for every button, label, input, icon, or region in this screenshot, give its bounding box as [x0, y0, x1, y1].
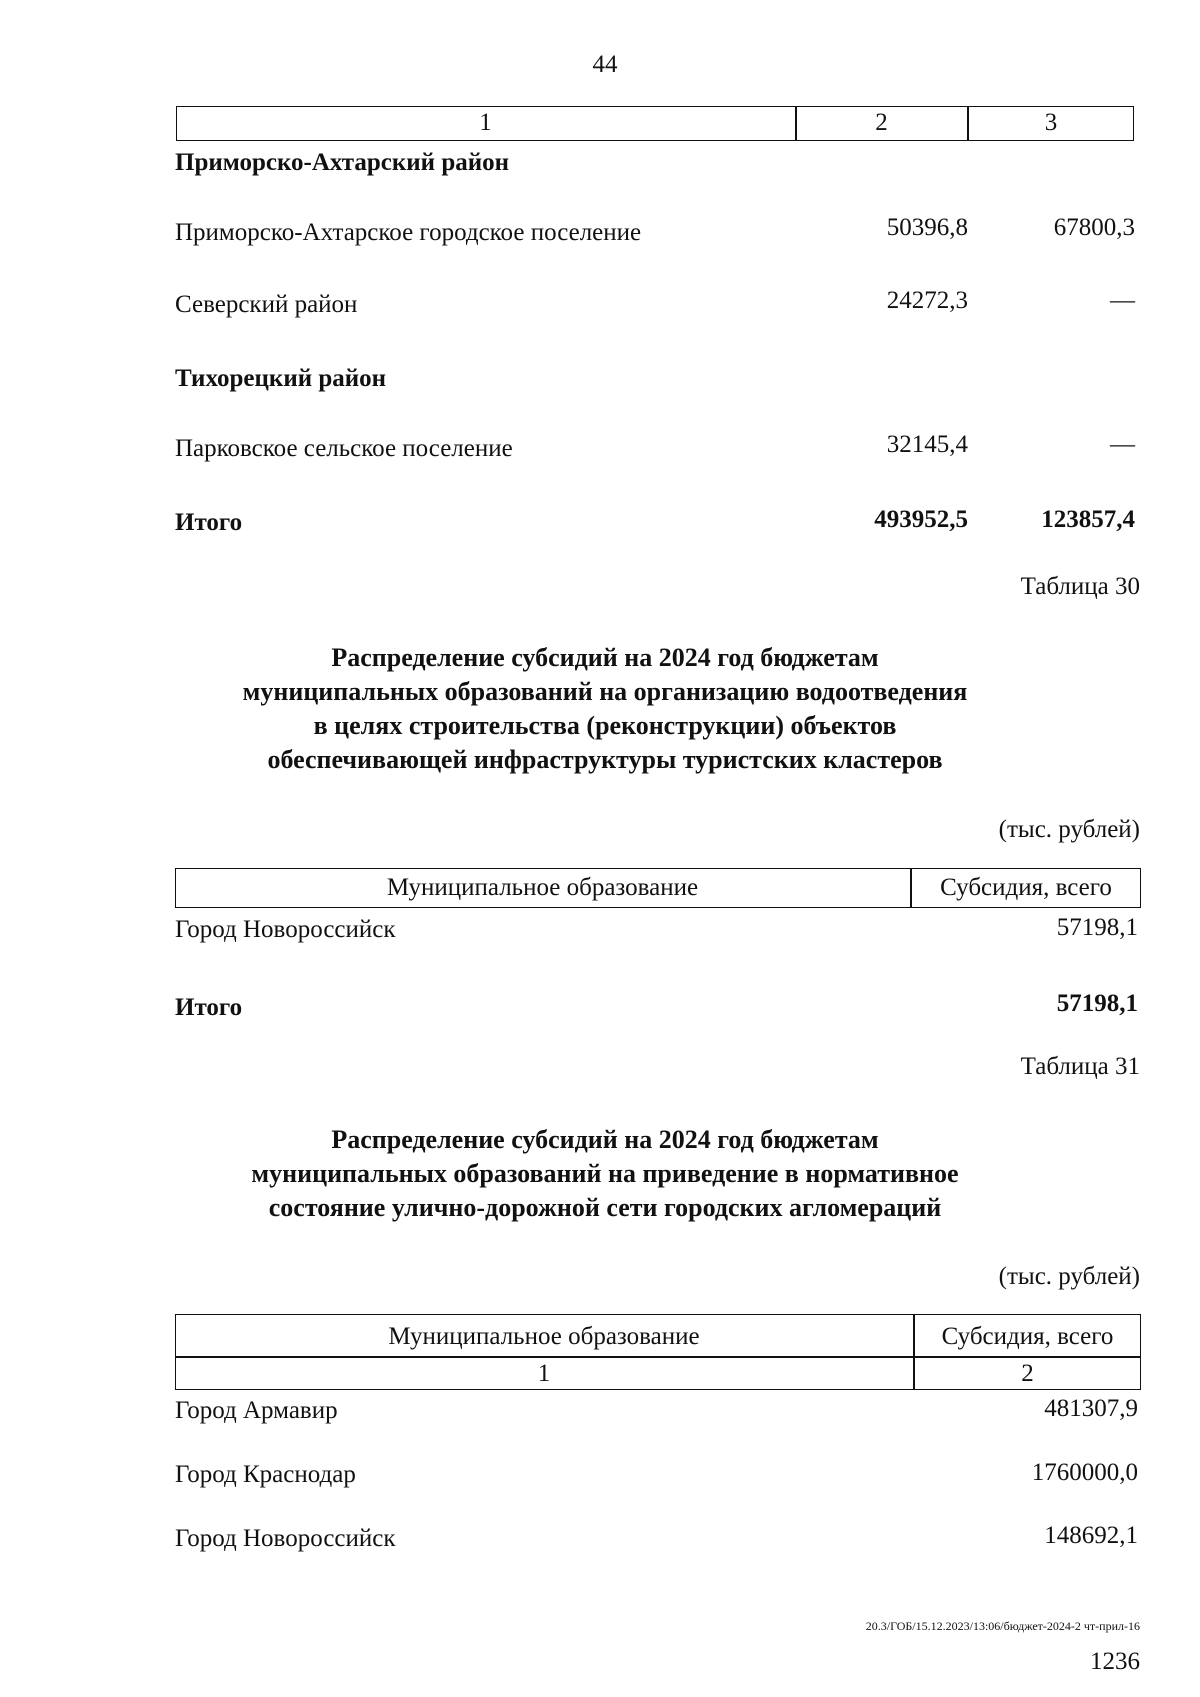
total-col2: 493952,5	[874, 506, 968, 533]
units-label: (тыс. рублей)	[998, 1263, 1140, 1290]
table-row-col2: 32145,4	[886, 431, 968, 458]
total-label: Итого	[175, 994, 243, 1021]
table-row-value: 481307,9	[1044, 1395, 1138, 1422]
title-line: состояние улично-дорожной сети городских агломераций	[268, 1193, 942, 1222]
total-col3: 123857,4	[1041, 506, 1135, 533]
title-line: Распределение субсидий на 2024 год бюджетам	[331, 1125, 879, 1154]
table30-label: Таблица 30	[1020, 573, 1140, 600]
total-label: Итого	[175, 509, 243, 536]
column-header-municipality: Муниципальное образование	[386, 874, 699, 901]
district-heading: Тихорецкий район	[175, 365, 387, 392]
column-header-municipality: Муниципальное образование	[388, 1323, 700, 1350]
table-row-col3: 67800,3	[1053, 214, 1135, 241]
total-value: 57198,1	[1056, 990, 1138, 1017]
title-line: муниципальных образований на приведение в нормативное	[251, 1159, 959, 1188]
table-row-name: Приморско-Ахтарское городское поселение	[175, 219, 642, 246]
column-number-1: 1	[537, 1360, 551, 1387]
table-row-value: 148692,1	[1044, 1522, 1138, 1549]
table30-title	[180, 641, 1030, 777]
footer-code: 20.3/ГОБ/15.12.2023/13:06/бюджет-2024-2 чт-прил-16	[865, 1619, 1140, 1633]
table-row-col2: 50396,8	[886, 214, 968, 241]
table-row-name: Город Новороссийск	[175, 916, 396, 943]
page-number: 44	[592, 51, 618, 78]
district-heading: Приморско-Ахтарский район	[175, 149, 510, 176]
table-row-col3: —	[1110, 431, 1135, 458]
table29-col1-header: 1	[479, 109, 492, 136]
title-line: в целях строительства (реконструкции) объектов	[313, 711, 897, 740]
table29-col2-header: 2	[875, 109, 888, 136]
title-line: муниципальных образований на организацию водоотведения	[242, 677, 968, 706]
table-row-name: Город Краснодар	[175, 1461, 356, 1488]
units-label: (тыс. рублей)	[998, 816, 1140, 843]
table29-col3-header: 3	[1044, 109, 1058, 136]
table-row-value: 1760000,0	[1031, 1459, 1138, 1486]
table-row-col3: —	[1110, 287, 1135, 314]
table-row-name: Парковское сельское поселение	[175, 435, 513, 462]
title-line: обеспечивающей инфраструктуры туристских кластеров	[267, 745, 943, 774]
column-header-subsidy: Субсидия, всего	[940, 874, 1112, 901]
column-header-subsidy: Субсидия, всего	[941, 1323, 1114, 1350]
table-row-value: 57198,1	[1056, 914, 1138, 941]
table-row-name: Северский район	[175, 291, 358, 318]
table-row-name: Город Армавир	[175, 1397, 338, 1424]
table31-label: Таблица 31	[1020, 1053, 1140, 1080]
table-row-col2: 24272,3	[886, 287, 968, 314]
table-row-name: Город Новороссийск	[175, 1525, 396, 1552]
column-number-2: 2	[1021, 1360, 1034, 1387]
title-line: Распределение субсидий на 2024 год бюджетам	[331, 643, 879, 672]
table31-title	[180, 1123, 1030, 1225]
sheet-number: 1236	[1090, 1648, 1140, 1675]
